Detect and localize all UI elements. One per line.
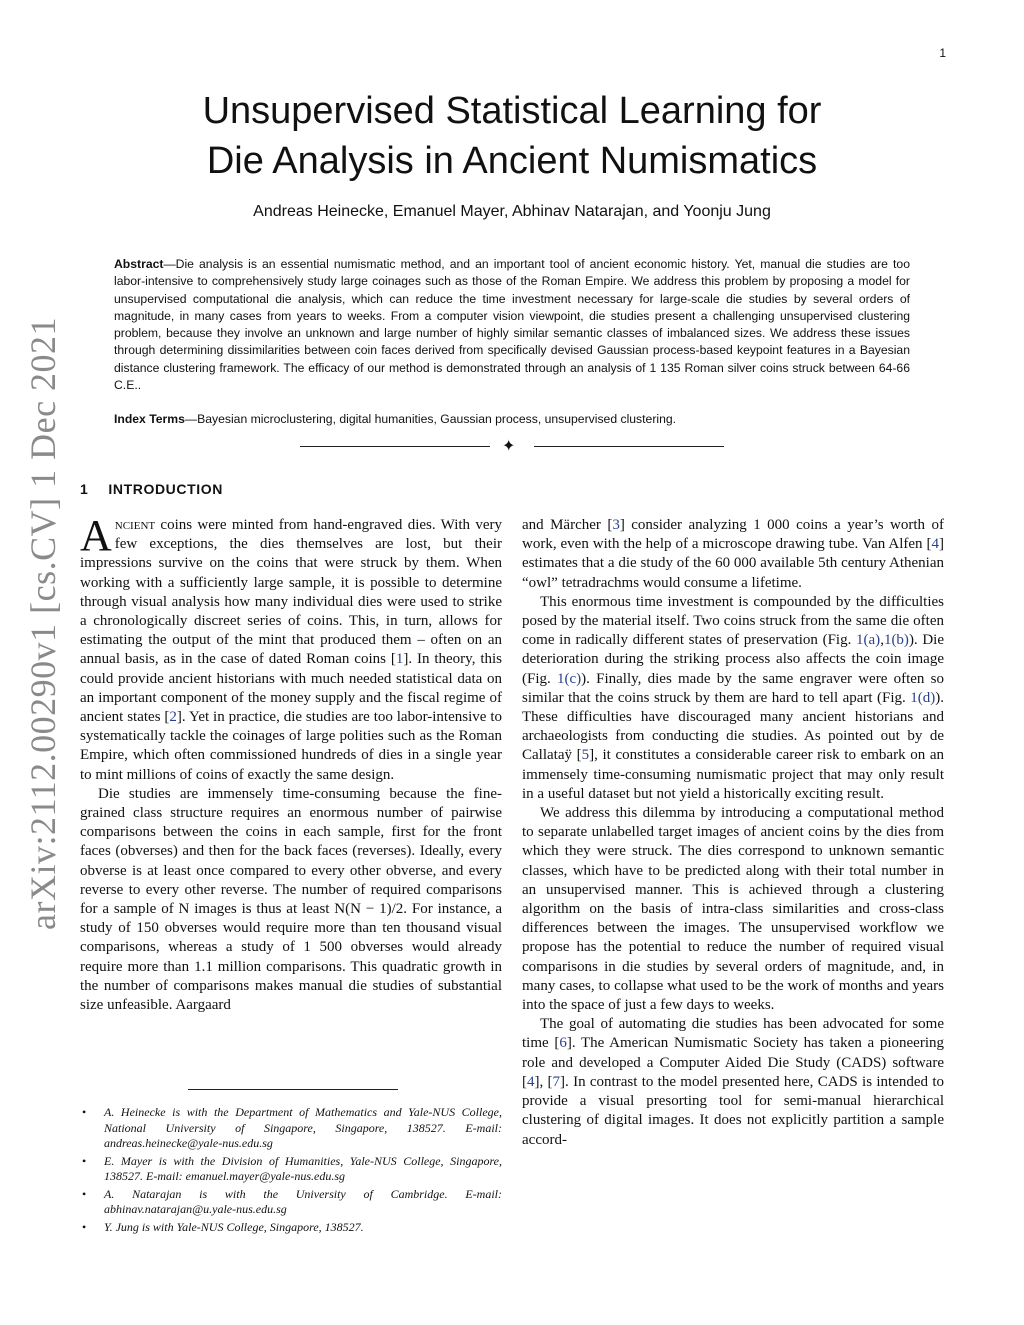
text-run: ], [	[534, 1073, 553, 1090]
text-run: ]. In theory, this could provide ancient historians with much needed statistical data on an important component of the money supply and the fiscal regime of ancient states [	[80, 651, 503, 726]
page-number: 1	[939, 46, 946, 60]
citation-link-7[interactable]: 7	[552, 1073, 561, 1090]
dropcap: A	[80, 511, 112, 560]
text-run: ). Finally, dies made by the same engraver were often so similar that the coins struck by them are hard to tell apart (Fig.	[522, 670, 944, 706]
intro-paragraph-4	[522, 593, 944, 804]
citation-link-4[interactable]: 4	[931, 536, 939, 553]
intro-paragraph-2: Die studies are immensely time-consuming because the fine-grained class structure requires an enormous number of pairwise comparisons between the coins in each sample, first for the front faces (obverses) and then for the back faces (reverses). Ideally, every obverse is at least once compared to every other obverse, and every reverse to every other reverse. The number of required comparisons for a sample of N images is thus at least N(N − 1)/2. For instance, a study of 150 obverses would require more than ten thousand visual comparisons, whereas a study of 1 500 obverses would already require more than 1.1 million comparisons. This quadratic growth in the number of comparisons makes manual die studies of substantial size unfeasible. Aargaard	[80, 785, 502, 1014]
text-run: ], it constitutes a considerable career risk to embark on an immensely time-consuming numismatic project that may only result in a useful dataset but not yield a historically exciting result.	[522, 747, 944, 802]
index-terms-text: —Bayesian microclustering, digital humanities, Gaussian process, unsupervised clustering.	[184, 412, 677, 426]
divider-diamond-icon: ✦	[502, 438, 516, 455]
text-run: The goal of automating die studies has been advocated for some time [	[522, 1016, 944, 1052]
footnote-item	[80, 1154, 502, 1185]
intro-paragraph-1	[80, 511, 503, 785]
bullet-icon: •	[82, 1153, 87, 1168]
citation-link-4b[interactable]: 4	[527, 1073, 535, 1090]
abstract-label: Abstract	[114, 257, 164, 271]
figure-link-1a[interactable]: 1(a)	[856, 632, 881, 649]
footnote-rule	[188, 1089, 398, 1090]
text-run: ]. The American Numismatic Society has taken a pioneering role and developed a Computer Aided Die Study (CADS) software [	[522, 1035, 945, 1090]
title-line-1: Unsupervised Statistical Learning for	[202, 90, 822, 132]
divider-rule-left	[300, 446, 490, 447]
text-run: ). These difficulties have discouraged many ancient historians and archaeologists from conducting die studies. As pointed out by de Callataÿ [	[522, 689, 944, 764]
index-terms	[114, 412, 910, 426]
intro-paragraph-6	[522, 1015, 944, 1149]
citation-link-3[interactable]: 3	[612, 517, 620, 533]
author-footnotes	[80, 1105, 502, 1237]
footnote-item	[80, 1187, 502, 1218]
text-run: ]. In contrast to the model presented here, CADS is intended to provide a visual presorting tool for semi-manual hierarchical clustering of digital images. It does not explicitly partition a sample accord-	[522, 1073, 944, 1148]
right-column	[522, 516, 944, 1150]
smallcaps-lead: ncient	[114, 517, 156, 533]
footnote-text: Y. Jung is with Yale-NUS College, Singapore, 138527.	[104, 1219, 364, 1234]
citation-link-5[interactable]: 5	[581, 747, 590, 764]
figure-link-1c[interactable]: 1(c)	[556, 670, 582, 687]
text-run: coins were minted from hand-engraved dies. With very few exceptions, the dies themselves are lost, but their impressions survive on the coins that were struck by them. When working with a sufficiently large sample, it is possible to determine through visual analysis how many individual dies were used to strike a chronologically discreet series of coins. This, in turn, allows for estimating the output of the mint that produced them – often on an annual basis, as in the case of dated Roman coins [	[80, 517, 502, 668]
footnote-item	[80, 1220, 502, 1236]
arxiv-stamp: arXiv:2112.00290v1 [cs.CV] 1 Dec 2021	[23, 316, 63, 930]
title-line-2: Die Analysis in Ancient Numismatics	[206, 140, 818, 182]
footnote-item	[80, 1105, 502, 1152]
index-terms-label: Index Terms	[114, 412, 185, 426]
section-number: 1	[80, 481, 89, 497]
bullet-icon: •	[82, 1105, 87, 1119]
left-column	[80, 511, 503, 1015]
figure-link-1b[interactable]: 1(b)	[883, 632, 909, 649]
section-heading	[80, 481, 223, 497]
abstract-text: —Die analysis is an essential numismatic method, and an important tool of ancient economic history. Yet, manual die studies are too labor-intensive to comprehensively study large coinages such as those of the Roman Empire. We address this problem by proposing a model for unsupervised computational die analysis, which can reduce the time investment necessary for large-scale die studies by several orders of magnitude, in many cases from years to weeks. From a computer vision viewpoint, die studies present a challenging unsupervised clustering problem, because they involve an unknown and large number of highly similar semantic classes of imbalanced sizes. We address these issues through determining dissimilarities between coin faces derived from specifically devised Gaussian process-based keypoint features in a Bayesian distance clustering framework. The efficacy of our method is demonstrated through an analysis of 1 135 Roman silver coins struck between 64-66 C.E..	[114, 257, 910, 393]
footnote-text: E. Mayer is with the Division of Humanities, Yale-NUS College, Singapore, 138527. E-mail: emanuel.mayer@yale-nus.edu.sg	[104, 1153, 502, 1183]
text-run: ,	[880, 632, 884, 649]
citation-link-6[interactable]: 6	[559, 1035, 567, 1052]
section-title: INTRODUCTION	[108, 481, 223, 497]
intro-paragraph-5: We address this dilemma by introducing a computational method to separate unlabelled target images of ancient coins by the dies from which they were struck. The dies correspond to unknown semantic classes, which have to be predicted along with their total number in an unsupervised manner. This is achieved through a clustering algorithm on the basis of intra-class similarities and cross-class differences between the images. The unsupervised workflow we propose has the potential to reduce the number of required visual comparisons in die studies by several orders of magnitude, and, in many cases, to collapse what used to be the work of months and years into the space of just a few days to weeks.	[522, 805, 944, 1014]
author-list: Andreas Heinecke, Emanuel Mayer, Abhinav Natarajan, and Yoonju Jung	[253, 203, 771, 220]
abstract	[114, 256, 910, 394]
text-run: ). Die deterioration during the striking process also affects the coin image (Fig.	[522, 632, 945, 687]
divider-rule-right	[534, 446, 724, 447]
text-run: This enormous time investment is compounded by the difficulties posed by the material itself. Two coins struck from the same die often come in radically different states of preservation (Fig.	[522, 593, 944, 649]
footnote-text: A. Heinecke is with the Department of Mathematics and Yale-NUS College, National University of Singapore, Singapore, 138527. E-mail: andreas.heinecke@yale-nus.edu.sg	[104, 1105, 502, 1150]
figure-link-1d[interactable]: 1(d)	[910, 689, 936, 706]
text-run: ] estimates that a die study of the 60 000 available 5th century Athenian “owl” tetradrachms would consume a lifetime.	[522, 536, 944, 591]
section-divider	[300, 437, 724, 457]
bullet-icon: •	[82, 1219, 87, 1234]
paper-title	[120, 86, 904, 186]
text-run: ] consider analyzing 1 000 coins a year’s worth of work, even with the help of a microscope drawing tube. Van Alfen [	[522, 517, 944, 553]
bullet-icon: •	[82, 1186, 87, 1201]
text-run: ]. Yet in practice, die studies are too labor-intensive to systematically tackle the coinages of large polities such as the Roman Empire, which often commissioned hundreds of dies in a single year to mint millions of coins of exactly the same design.	[80, 709, 502, 783]
intro-paragraph-3	[522, 516, 944, 593]
footnote-text: A. Natarajan is with the University of Cambridge. E-mail: abhinav.natarajan@u.yale-nus.edu.sg	[104, 1186, 502, 1216]
text-run: and Märcher [	[522, 517, 613, 533]
citation-link-2[interactable]: 2	[169, 709, 177, 726]
citation-link-1[interactable]: 1	[395, 651, 404, 668]
